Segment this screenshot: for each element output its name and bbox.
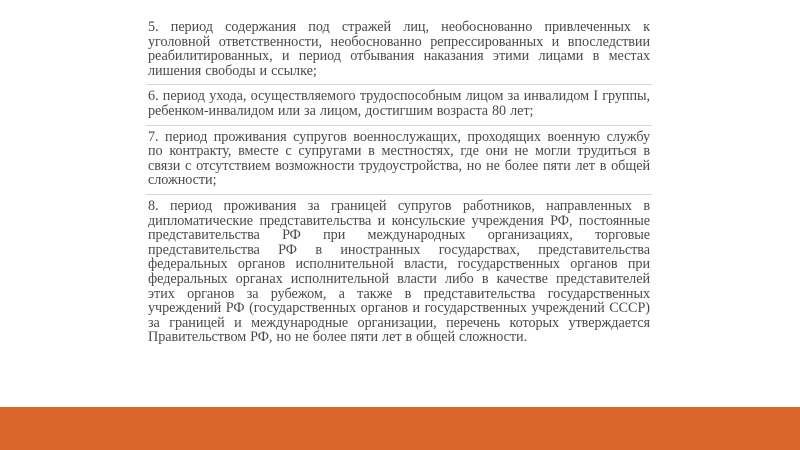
list-item-8: 8. период проживания за границей супругов работников, направленных в дипломатические представительства и консульские учреждения РФ, постоянные представительства РФ при международных организациях, торговые представительства РФ в иностранных государствах, представительства федеральных органов исполнительной власти, государственных органов при федеральных органах исполнительной власти либо в качестве представителей этих органов за рубежом, а также в представительства государственных учреждений РФ (государственных органов и государственных учреждений СССР) за границей и международные организации, перечень которых утверждается Правительством РФ, но не более пяти лет в общей сложности. (146, 194, 652, 348)
list-item-6: 6. период ухода, осуществляемого трудоспособным лицом за инвалидом I группы, ребенком-инвалидом или за лицом, достигшим возраста 80 лет; (146, 84, 652, 121)
list-item-5: 5. период содержания под стражей лиц, необоснованно привлеченных к уголовной ответственности, необоснованно репрессированных и впоследствии реабилитированных, и период отбывания наказания этими лицами в местах лишения свободы и ссылке; (148, 19, 650, 79)
slide-body (146, 18, 652, 348)
footer-accent-bar (0, 407, 800, 450)
list-item-7: 7. период проживания супругов военнослужащих, проходящих военную службу по контракту, вместе с супругами в местностях, где они не могли трудиться в связи с отсутствием возможности трудоустройства, но не более пяти лет в общей сложности; (146, 125, 652, 191)
